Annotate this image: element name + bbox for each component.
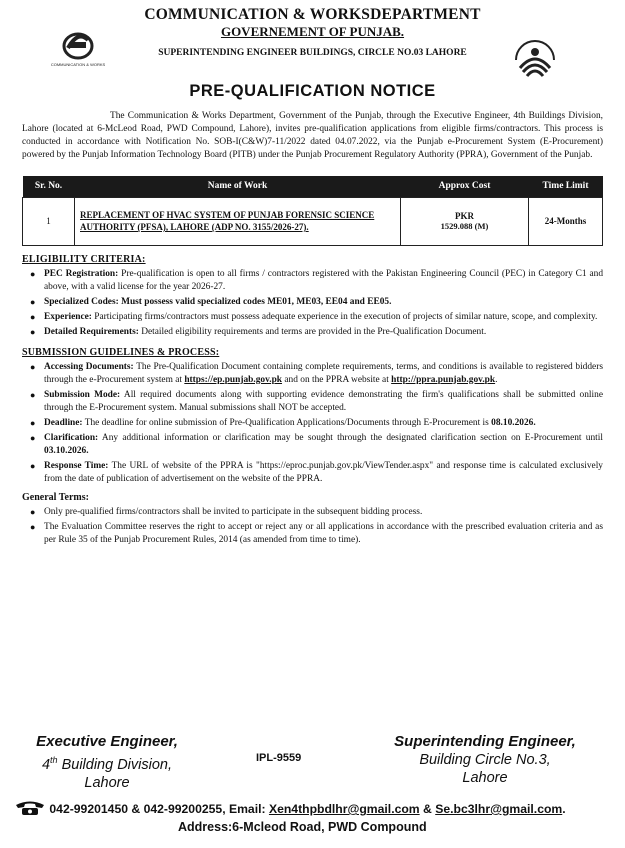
col-header-sr: Sr. No. <box>23 176 75 197</box>
deadline-date: 08.10.2026. <box>491 417 536 428</box>
item-text: Must possess valid specialized codes <box>118 296 268 307</box>
item-text: Pre-qualification is open to all firms / contractors registered with the Pakistan Engineering Council (PEC) in Category C1 and above, with a valid license for the year 2026-27. <box>44 268 604 292</box>
department-name: COMMUNICATION & WORKSDEPARTMENT <box>144 6 481 23</box>
logo-text: COMMUNICATION & WORKS <box>50 62 106 67</box>
item-text: and on the PPRA website at <box>282 374 392 385</box>
superintending-engineer-signature <box>372 733 598 787</box>
bullet-icon: ● <box>30 326 36 337</box>
bullet-icon: ● <box>30 389 36 400</box>
item-text: All required documents along with supporting evidence demonstrating the firm's qualifications shall be submitted online through the E-Procurement system. Manual submissions shall NOT be accepted. <box>44 389 603 413</box>
eprocurement-link[interactable]: https://ep.punjab.gov.pk <box>184 374 283 385</box>
ppra-link[interactable]: http://ppra.punjab.gov.pk <box>391 374 496 385</box>
cell-sr: 1 <box>23 197 75 245</box>
item-text: The URL of website of the PPRA is "https://eproc.punjab.gov.pk/ViewTender.aspx" and response time is calculated exclusively from the date of publication of advertisement on the website of the PPRA. <box>44 460 603 484</box>
specialized-codes: ME01, ME03, EE04 and EE05. <box>267 296 392 307</box>
item-text: Participating firms/contractors must possess adequate experience in the execution of projects of similar nature, scope, and complexity. <box>91 311 598 322</box>
item-label: Clarification: <box>44 432 99 443</box>
list-item <box>22 268 603 294</box>
list-item <box>22 389 603 415</box>
list-item <box>22 311 603 324</box>
item-label: Detailed Requirements: <box>44 326 139 337</box>
cell-work-name: REPLACEMENT OF HVAC SYSTEM OF PUNJAB FORENSIC SCIENCE AUTHORITY (PFSA), LAHORE (ADP NO. 3155/2026-27). <box>75 197 401 245</box>
office-name: SUPERINTENDING ENGINEER BUILDINGS, CIRCLE NO.03 LAHORE <box>158 48 467 58</box>
ipl-number: IPL-9559 <box>256 752 302 764</box>
item-text: Any additional information or clarification may be sought through the designated clarification section on E-Procurement until <box>98 432 603 443</box>
bullet-icon: ● <box>30 311 36 322</box>
contact-line <box>14 800 614 818</box>
general-terms-list <box>22 506 603 547</box>
office-address: Address:6-Mcleod Road, PWD Compound <box>178 820 427 834</box>
ordinal-suffix: th <box>50 755 58 765</box>
item-label: Experience: <box>44 311 92 322</box>
list-item <box>22 521 603 547</box>
item-text: Detailed eligibility requirements and terms are provided in the Pre-Qualification Document. <box>138 326 487 337</box>
item-label: Specialized Codes: <box>44 296 119 307</box>
signature-title: Executive Engineer, <box>36 733 178 750</box>
telephone-icon <box>14 800 46 816</box>
list-item <box>22 432 603 458</box>
list-item <box>22 506 603 519</box>
bullet-icon: ● <box>30 417 36 428</box>
item-text: Only pre-qualified firms/contractors shall be invited to participate in the subsequent bidding process. <box>44 506 423 517</box>
punjab-seal-icon <box>510 34 560 80</box>
bullet-icon: ● <box>30 361 36 372</box>
item-label: PEC Registration: <box>44 268 119 279</box>
bullet-icon: ● <box>30 432 36 443</box>
separator: & <box>419 802 436 816</box>
col-header-cost: Approx Cost <box>401 176 529 197</box>
phone-numbers: 042-99201450 & 042-99200255, Email: <box>49 802 269 816</box>
government-name: GOVERNEMENT OF PUNJAB. <box>220 24 405 39</box>
cost-currency: PKR <box>455 211 474 221</box>
item-label: Deadline: <box>44 417 83 428</box>
eligibility-list <box>22 268 603 339</box>
col-header-name: Name of Work <box>75 176 401 197</box>
table-header-row <box>23 176 603 197</box>
cell-cost <box>401 197 529 245</box>
cell-time-limit: 24-Months <box>529 197 603 245</box>
intro-paragraph: The Communication & Works Department, Government of the Punjab, through the Executive Engineer, 4th Buildings Division, Lahore (located at 6-McLeod Road, PWD Compound, Lahore), invites pre-qualification applications from eligible firms/contractors. This process is conducted in accordance with Notification No. SOB-I(C&W)7-11/2022 dated 04.07.2022, via the Punjab e-Procurement System (E-Procurement) powered by the Punjab Information Technology Board (PITB) under the Punjab Procurement Regulatory Authority (PPRA), Government of the Punjab. <box>22 111 603 160</box>
division-number: 4 <box>41 756 51 773</box>
signature-city: Lahore <box>462 770 508 786</box>
clarification-date: 03.10.2026. <box>44 445 89 456</box>
item-label: Response Time: <box>44 460 109 471</box>
submission-heading: SUBMISSION GUIDELINES & PROCESS: <box>22 346 220 358</box>
letterhead <box>22 6 603 80</box>
list-item <box>22 296 603 309</box>
bullet-icon: ● <box>30 296 36 307</box>
bullet-icon: ● <box>30 460 36 471</box>
signature-line <box>22 751 192 774</box>
table-row <box>23 197 603 245</box>
list-item <box>22 326 603 339</box>
bullet-icon: ● <box>30 521 36 532</box>
bullet-icon: ● <box>30 506 36 517</box>
cw-department-logo <box>48 26 108 70</box>
executive-engineer-signature <box>22 733 192 792</box>
bullet-icon: ● <box>30 268 36 279</box>
eligibility-heading: ELIGIBILITY CRITERIA: <box>22 253 146 265</box>
email-link[interactable]: Se.bc3lhr@gmail.com <box>435 802 563 816</box>
division-name: Building Division, <box>57 756 173 773</box>
signature-city: Lahore <box>84 774 130 791</box>
item-text: The Pre-Qualification Document containing complete requirements, terms, and conditions is available to registered bidders through the e-Procurement system at <box>44 361 603 385</box>
item-text: The Evaluation Committee reserves the right to accept or reject any or all applications in accordance with the prescribed evaluation criteria and as per Rule 35 of the Punjab Procurement Rules, 2014 (as amended from time to time). <box>44 521 603 545</box>
works-table <box>22 176 603 246</box>
submission-list <box>22 361 603 486</box>
cost-amount: 1529.088 (M) <box>440 221 489 231</box>
item-text: The deadline for online submission of Pre-Qualification Applications/Documents through E-Procurement is <box>82 417 492 428</box>
signature-line: Building Circle No.3, <box>419 752 551 768</box>
signature-title: Superintending Engineer, <box>394 733 576 750</box>
general-terms-heading: General Terms: <box>22 491 89 503</box>
col-header-time: Time Limit <box>529 176 603 197</box>
item-label: Submission Mode: <box>44 389 121 400</box>
list-item <box>22 460 603 486</box>
item-text: . <box>495 374 498 385</box>
punctuation: . <box>562 802 566 816</box>
item-label: Accessing Documents: <box>44 361 134 372</box>
email-link[interactable]: Xen4thpbdlhr@gmail.com <box>268 802 420 816</box>
list-item <box>22 417 603 430</box>
list-item <box>22 361 603 387</box>
notice-title: PRE-QUALIFICATION NOTICE <box>189 82 436 100</box>
